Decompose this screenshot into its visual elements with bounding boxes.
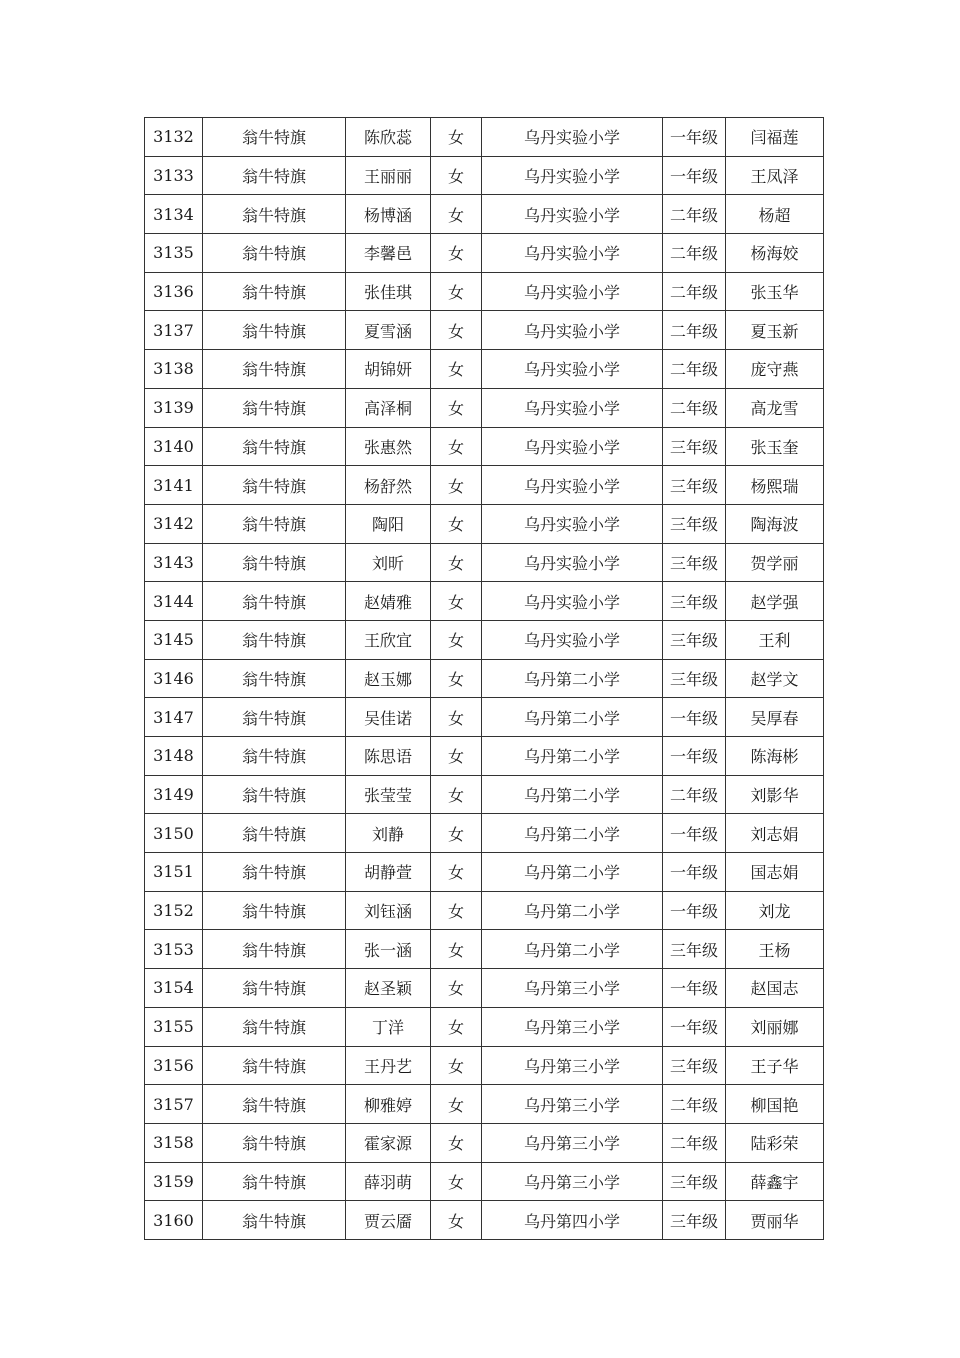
grade-cell: 二年级 [663, 350, 726, 389]
row-number-cell: 3151 [145, 853, 203, 892]
table-row [145, 620, 824, 659]
region-cell: 翁牛特旗 [203, 1201, 346, 1240]
student-name-cell: 夏雪涵 [346, 311, 431, 350]
gender-cell: 女 [431, 698, 482, 737]
row-number-cell: 3158 [145, 1123, 203, 1162]
table-row [145, 427, 824, 466]
school-cell: 乌丹第四小学 [482, 1201, 663, 1240]
grade-cell: 二年级 [663, 775, 726, 814]
grade-cell: 一年级 [663, 891, 726, 930]
grade-cell: 三年级 [663, 1046, 726, 1085]
grade-cell: 一年级 [663, 118, 726, 157]
row-number-cell: 3149 [145, 775, 203, 814]
region-cell: 翁牛特旗 [203, 930, 346, 969]
school-cell: 乌丹实验小学 [482, 582, 663, 621]
row-number-cell: 3143 [145, 543, 203, 582]
gender-cell: 女 [431, 234, 482, 273]
student-name-cell: 刘昕 [346, 543, 431, 582]
grade-cell: 三年级 [663, 466, 726, 505]
gender-cell: 女 [431, 775, 482, 814]
region-cell: 翁牛特旗 [203, 504, 346, 543]
student-name-cell: 刘静 [346, 814, 431, 853]
row-number-cell: 3147 [145, 698, 203, 737]
guardian-name-cell: 刘龙 [726, 891, 824, 930]
student-table [144, 117, 824, 1240]
grade-cell: 二年级 [663, 234, 726, 273]
guardian-name-cell: 王子华 [726, 1046, 824, 1085]
row-number-cell: 3142 [145, 504, 203, 543]
grade-cell: 三年级 [663, 427, 726, 466]
region-cell: 翁牛特旗 [203, 1123, 346, 1162]
gender-cell: 女 [431, 1201, 482, 1240]
school-cell: 乌丹第二小学 [482, 853, 663, 892]
region-cell: 翁牛特旗 [203, 620, 346, 659]
student-name-cell: 吴佳诺 [346, 698, 431, 737]
student-name-cell: 王丽丽 [346, 156, 431, 195]
school-cell: 乌丹第三小学 [482, 969, 663, 1008]
region-cell: 翁牛特旗 [203, 737, 346, 776]
region-cell: 翁牛特旗 [203, 234, 346, 273]
region-cell: 翁牛特旗 [203, 118, 346, 157]
region-cell: 翁牛特旗 [203, 1085, 346, 1124]
school-cell: 乌丹第三小学 [482, 1162, 663, 1201]
gender-cell: 女 [431, 466, 482, 505]
student-name-cell: 张佳琪 [346, 272, 431, 311]
row-number-cell: 3132 [145, 118, 203, 157]
grade-cell: 一年级 [663, 156, 726, 195]
table-row [145, 1046, 824, 1085]
guardian-name-cell: 赵学强 [726, 582, 824, 621]
row-number-cell: 3159 [145, 1162, 203, 1201]
region-cell: 翁牛特旗 [203, 156, 346, 195]
student-name-cell: 张一涵 [346, 930, 431, 969]
school-cell: 乌丹实验小学 [482, 620, 663, 659]
guardian-name-cell: 刘丽娜 [726, 1007, 824, 1046]
row-number-cell: 3156 [145, 1046, 203, 1085]
guardian-name-cell: 闫福莲 [726, 118, 824, 157]
school-cell: 乌丹实验小学 [482, 427, 663, 466]
guardian-name-cell: 薛鑫宇 [726, 1162, 824, 1201]
row-number-cell: 3160 [145, 1201, 203, 1240]
school-cell: 乌丹实验小学 [482, 195, 663, 234]
table-row [145, 466, 824, 505]
row-number-cell: 3155 [145, 1007, 203, 1046]
guardian-name-cell: 贺学丽 [726, 543, 824, 582]
guardian-name-cell: 杨超 [726, 195, 824, 234]
row-number-cell: 3133 [145, 156, 203, 195]
table-row [145, 1007, 824, 1046]
gender-cell: 女 [431, 930, 482, 969]
gender-cell: 女 [431, 195, 482, 234]
school-cell: 乌丹第二小学 [482, 698, 663, 737]
region-cell: 翁牛特旗 [203, 1007, 346, 1046]
row-number-cell: 3140 [145, 427, 203, 466]
region-cell: 翁牛特旗 [203, 388, 346, 427]
guardian-name-cell: 张玉华 [726, 272, 824, 311]
table-row [145, 350, 824, 389]
table-row [145, 1123, 824, 1162]
gender-cell: 女 [431, 543, 482, 582]
school-cell: 乌丹实验小学 [482, 311, 663, 350]
grade-cell: 三年级 [663, 504, 726, 543]
student-name-cell: 赵玉娜 [346, 659, 431, 698]
grade-cell: 三年级 [663, 543, 726, 582]
guardian-name-cell: 陈海彬 [726, 737, 824, 776]
region-cell: 翁牛特旗 [203, 543, 346, 582]
row-number-cell: 3134 [145, 195, 203, 234]
gender-cell: 女 [431, 504, 482, 543]
region-cell: 翁牛特旗 [203, 466, 346, 505]
row-number-cell: 3157 [145, 1085, 203, 1124]
school-cell: 乌丹第三小学 [482, 1046, 663, 1085]
region-cell: 翁牛特旗 [203, 969, 346, 1008]
gender-cell: 女 [431, 814, 482, 853]
school-cell: 乌丹实验小学 [482, 234, 663, 273]
table-row [145, 234, 824, 273]
guardian-name-cell: 庞守燕 [726, 350, 824, 389]
gender-cell: 女 [431, 311, 482, 350]
guardian-name-cell: 赵国志 [726, 969, 824, 1008]
gender-cell: 女 [431, 1123, 482, 1162]
student-name-cell: 王丹艺 [346, 1046, 431, 1085]
row-number-cell: 3145 [145, 620, 203, 659]
grade-cell: 二年级 [663, 272, 726, 311]
guardian-name-cell: 杨海姣 [726, 234, 824, 273]
school-cell: 乌丹第二小学 [482, 659, 663, 698]
student-name-cell: 丁洋 [346, 1007, 431, 1046]
row-number-cell: 3153 [145, 930, 203, 969]
gender-cell: 女 [431, 388, 482, 427]
student-name-cell: 胡静萱 [346, 853, 431, 892]
row-number-cell: 3150 [145, 814, 203, 853]
guardian-name-cell: 王凤泽 [726, 156, 824, 195]
region-cell: 翁牛特旗 [203, 853, 346, 892]
school-cell: 乌丹第三小学 [482, 1085, 663, 1124]
table-row [145, 853, 824, 892]
guardian-name-cell: 高龙雪 [726, 388, 824, 427]
student-name-cell: 霍家源 [346, 1123, 431, 1162]
gender-cell: 女 [431, 1085, 482, 1124]
student-name-cell: 赵圣颖 [346, 969, 431, 1008]
table-row [145, 156, 824, 195]
student-name-cell: 张莹莹 [346, 775, 431, 814]
gender-cell: 女 [431, 118, 482, 157]
school-cell: 乌丹实验小学 [482, 388, 663, 427]
grade-cell: 二年级 [663, 195, 726, 234]
table-row [145, 311, 824, 350]
table-row [145, 775, 824, 814]
region-cell: 翁牛特旗 [203, 582, 346, 621]
student-name-cell: 胡锦妍 [346, 350, 431, 389]
grade-cell: 二年级 [663, 1123, 726, 1162]
guardian-name-cell: 吴厚春 [726, 698, 824, 737]
table-row [145, 1162, 824, 1201]
table-row [145, 659, 824, 698]
table-row [145, 1085, 824, 1124]
student-name-cell: 柳雅婷 [346, 1085, 431, 1124]
row-number-cell: 3154 [145, 969, 203, 1008]
table-row [145, 388, 824, 427]
gender-cell: 女 [431, 350, 482, 389]
region-cell: 翁牛特旗 [203, 311, 346, 350]
gender-cell: 女 [431, 272, 482, 311]
region-cell: 翁牛特旗 [203, 427, 346, 466]
grade-cell: 三年级 [663, 659, 726, 698]
guardian-name-cell: 柳国艳 [726, 1085, 824, 1124]
table-row [145, 814, 824, 853]
guardian-name-cell: 刘志娟 [726, 814, 824, 853]
gender-cell: 女 [431, 1046, 482, 1085]
gender-cell: 女 [431, 620, 482, 659]
region-cell: 翁牛特旗 [203, 1162, 346, 1201]
student-name-cell: 陶阳 [346, 504, 431, 543]
student-name-cell: 杨舒然 [346, 466, 431, 505]
grade-cell: 三年级 [663, 930, 726, 969]
region-cell: 翁牛特旗 [203, 1046, 346, 1085]
gender-cell: 女 [431, 427, 482, 466]
student-name-cell: 贾云靥 [346, 1201, 431, 1240]
guardian-name-cell: 陆彩荣 [726, 1123, 824, 1162]
guardian-name-cell: 王利 [726, 620, 824, 659]
region-cell: 翁牛特旗 [203, 891, 346, 930]
table-row [145, 891, 824, 930]
table-row [145, 737, 824, 776]
grade-cell: 一年级 [663, 853, 726, 892]
gender-cell: 女 [431, 969, 482, 1008]
gender-cell: 女 [431, 891, 482, 930]
school-cell: 乌丹第二小学 [482, 775, 663, 814]
row-number-cell: 3141 [145, 466, 203, 505]
guardian-name-cell: 贾丽华 [726, 1201, 824, 1240]
row-number-cell: 3138 [145, 350, 203, 389]
school-cell: 乌丹实验小学 [482, 118, 663, 157]
student-name-cell: 杨博涵 [346, 195, 431, 234]
row-number-cell: 3148 [145, 737, 203, 776]
grade-cell: 一年级 [663, 737, 726, 776]
school-cell: 乌丹第三小学 [482, 1123, 663, 1162]
gender-cell: 女 [431, 853, 482, 892]
table-row [145, 543, 824, 582]
grade-cell: 二年级 [663, 388, 726, 427]
school-cell: 乌丹实验小学 [482, 543, 663, 582]
row-number-cell: 3136 [145, 272, 203, 311]
grade-cell: 三年级 [663, 1201, 726, 1240]
row-number-cell: 3144 [145, 582, 203, 621]
table-row [145, 195, 824, 234]
student-name-cell: 陈欣蕊 [346, 118, 431, 157]
table-row [145, 969, 824, 1008]
grade-cell: 二年级 [663, 311, 726, 350]
gender-cell: 女 [431, 659, 482, 698]
guardian-name-cell: 夏玉新 [726, 311, 824, 350]
region-cell: 翁牛特旗 [203, 195, 346, 234]
region-cell: 翁牛特旗 [203, 814, 346, 853]
student-name-cell: 薛羽萌 [346, 1162, 431, 1201]
grade-cell: 二年级 [663, 1085, 726, 1124]
row-number-cell: 3139 [145, 388, 203, 427]
school-cell: 乌丹第二小学 [482, 737, 663, 776]
region-cell: 翁牛特旗 [203, 775, 346, 814]
guardian-name-cell: 王杨 [726, 930, 824, 969]
guardian-name-cell: 张玉奎 [726, 427, 824, 466]
region-cell: 翁牛特旗 [203, 659, 346, 698]
grade-cell: 三年级 [663, 1162, 726, 1201]
gender-cell: 女 [431, 156, 482, 195]
region-cell: 翁牛特旗 [203, 272, 346, 311]
table-row [145, 272, 824, 311]
gender-cell: 女 [431, 737, 482, 776]
grade-cell: 一年级 [663, 969, 726, 1008]
gender-cell: 女 [431, 1162, 482, 1201]
table-row [145, 118, 824, 157]
school-cell: 乌丹实验小学 [482, 272, 663, 311]
student-name-cell: 高泽桐 [346, 388, 431, 427]
gender-cell: 女 [431, 1007, 482, 1046]
grade-cell: 三年级 [663, 582, 726, 621]
table-row [145, 582, 824, 621]
table-row [145, 504, 824, 543]
guardian-name-cell: 赵学文 [726, 659, 824, 698]
student-name-cell: 赵婧雅 [346, 582, 431, 621]
school-cell: 乌丹第二小学 [482, 814, 663, 853]
row-number-cell: 3146 [145, 659, 203, 698]
student-name-cell: 李馨邑 [346, 234, 431, 273]
student-name-cell: 王欣宜 [346, 620, 431, 659]
table-row [145, 930, 824, 969]
table-row [145, 1201, 824, 1240]
student-name-cell: 刘钰涵 [346, 891, 431, 930]
row-number-cell: 3152 [145, 891, 203, 930]
guardian-name-cell: 国志娟 [726, 853, 824, 892]
guardian-name-cell: 陶海波 [726, 504, 824, 543]
school-cell: 乌丹第二小学 [482, 930, 663, 969]
grade-cell: 一年级 [663, 698, 726, 737]
table-body [145, 118, 824, 1240]
guardian-name-cell: 杨熙瑞 [726, 466, 824, 505]
student-name-cell: 陈思语 [346, 737, 431, 776]
grade-cell: 一年级 [663, 814, 726, 853]
region-cell: 翁牛特旗 [203, 698, 346, 737]
grade-cell: 一年级 [663, 1007, 726, 1046]
region-cell: 翁牛特旗 [203, 350, 346, 389]
school-cell: 乌丹第二小学 [482, 891, 663, 930]
school-cell: 乌丹实验小学 [482, 350, 663, 389]
grade-cell: 三年级 [663, 620, 726, 659]
guardian-name-cell: 刘影华 [726, 775, 824, 814]
row-number-cell: 3135 [145, 234, 203, 273]
school-cell: 乌丹实验小学 [482, 156, 663, 195]
student-name-cell: 张惠然 [346, 427, 431, 466]
school-cell: 乌丹实验小学 [482, 504, 663, 543]
row-number-cell: 3137 [145, 311, 203, 350]
table-row [145, 698, 824, 737]
gender-cell: 女 [431, 582, 482, 621]
school-cell: 乌丹实验小学 [482, 466, 663, 505]
school-cell: 乌丹第三小学 [482, 1007, 663, 1046]
